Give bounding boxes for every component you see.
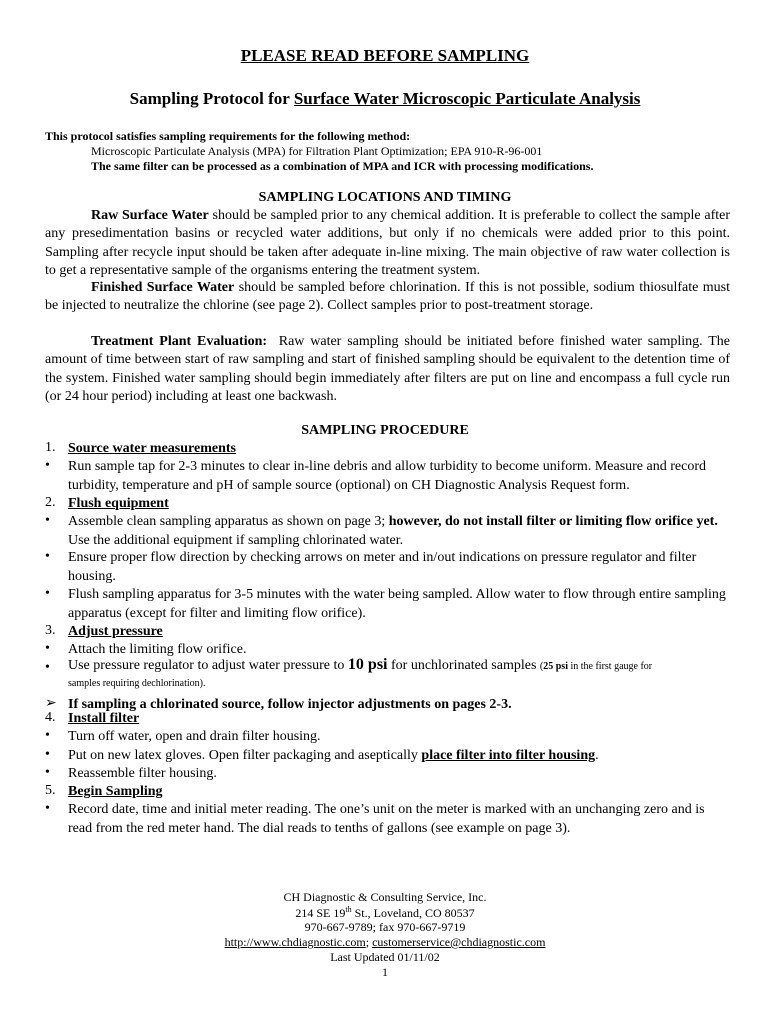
step-4-title: Install filter [68, 711, 140, 726]
finished-water-text: should be sampled before chlorination. If this is not possible, sodium thiosulfate must be injected to neutralize the chlorine (see page 2). Collect samples prior to post-treatment storage. [45, 280, 731, 314]
step-2-bullet-1-text: Assemble clean sampling apparatus as shown on page 3; [68, 514, 386, 529]
bullet-icon: • [45, 586, 50, 601]
bullet-icon: • [45, 549, 50, 564]
step-5-title: Begin Sampling [68, 784, 163, 799]
bullet-icon: • [45, 458, 50, 473]
step-4-number: 4. [45, 710, 56, 725]
dechlorination-note: in the first gauge for [570, 661, 653, 672]
raw-water-text: should be sampled prior to any chemical addition. It is preferable to collect the sample after any presedimentation basins or recycled water additions, but only if no chemicals were added prior to this point. Sampling after recycle input should be taken after adequate in-line mixing. The main objective of raw water collection is to get a representative sample of the organisms entering the treatment system. [45, 208, 731, 278]
step-4-bullet-2-text: Put on new latex gloves. Open filter packaging and aseptically [68, 748, 418, 763]
plant-evaluation-text: Raw water sampling should be initiated before finished water sampling. The amount of time between start of raw sampling and start of finished sampling should be equivalent to the detention time of the system. Finished water sampling should begin immediately after filters are put on line and encompass a full cycle run (or 24 hour period) including at least one backwash. [45, 334, 730, 404]
step-3-number: 3. [45, 623, 56, 638]
intro-line-3: The same filter can be processed as a combination of MPA and ICR with processing modifications. [91, 159, 594, 173]
step-2-title: Flush equipment [68, 496, 169, 511]
footer-company: CH Diagnostic & Consulting Service, Inc. [283, 890, 487, 904]
raw-water-paragraph [45, 207, 730, 280]
step-2-bullet-3: Flush sampling apparatus for 3-5 minutes with the water being sampled. Allow water to flow through entire sampling apparatus (except for filter and limiting flow orifice). [68, 587, 726, 621]
intro-line-1: This protocol satisfies sampling requirements for the following method: [45, 129, 411, 143]
locations-heading: SAMPLING LOCATIONS AND TIMING [258, 190, 512, 205]
footer-address-suffix: th [345, 905, 352, 914]
step-2-bullet-1 [68, 513, 730, 550]
step-3-bullet-2-text: Use pressure regulator to adjust water pressure to [68, 658, 345, 673]
plant-evaluation-paragraph [45, 333, 730, 406]
dechlorination-note-line-2: samples requiring dechlorination). [68, 678, 206, 689]
footer-separator: ; [365, 935, 373, 949]
page-number: 1 [382, 965, 388, 979]
finished-water-label: Finished Surface Water [91, 280, 235, 295]
arrow-bullet-icon: ➢ [45, 696, 57, 711]
step-2-bullet-1-warning: however, do not install filter or limiting flow orifice yet. [388, 514, 718, 529]
footer-contact-links [0, 935, 770, 950]
step-3-bullet-2-suffix: for unchlorinated samples [391, 658, 537, 673]
step-4-bullet-1: Turn off water, open and drain filter housing. [68, 729, 321, 744]
email-link[interactable]: customerservice@chdiagnostic.com [372, 935, 546, 949]
raw-water-label: Raw Surface Water [91, 208, 209, 223]
bullet-icon: • [45, 641, 50, 656]
finished-water-paragraph [45, 279, 730, 316]
footer-address [0, 905, 770, 921]
step-4-bullet-2 [68, 747, 730, 766]
footer-last-updated: Last Updated 01/11/02 [330, 950, 440, 964]
bullet-icon: • [45, 747, 50, 762]
website-link[interactable]: http://www.chdiagnostic.com [224, 935, 366, 949]
step-5-bullet-1: Record date, time and initial meter reading. The one’s unit on the meter is marked with an unchanging zero and is read from the red meter hand. The dial reads to tenths of gallons (see example on page 3). [68, 802, 705, 836]
bullet-icon: • [45, 801, 50, 816]
dechlorination-pressure-value: 25 psi [543, 661, 568, 672]
bullet-icon: • [45, 660, 50, 675]
step-3-chlorinated-note: If sampling a chlorinated source, follow injector adjustments on pages 2-3. [68, 697, 512, 712]
step-4-bullet-3: Reassemble filter housing. [68, 766, 217, 781]
step-1-number: 1. [45, 440, 56, 455]
step-2-number: 2. [45, 495, 56, 510]
footer-address-city: St., Loveland, CO 80537 [351, 906, 475, 920]
bullet-icon: • [45, 513, 50, 528]
subtitle-prefix: Sampling Protocol for [129, 89, 290, 108]
step-2-bullet-1-note: Use the additional equipment if sampling chlorinated water. [68, 532, 404, 548]
step-1-title: Source water measurements [68, 441, 236, 456]
paren-open: ( [539, 661, 544, 672]
footer-phone: 970-667-9789; fax 970-667-9719 [304, 920, 466, 934]
step-5-number: 5. [45, 783, 56, 798]
step-4-bullet-2-emphasis: place filter into filter housing [421, 748, 596, 763]
step-3-pressure-value: 10 psi [347, 656, 388, 673]
step-2-bullet-2: Ensure proper flow direction by checking arrows on meter and in/out indications on pressure regulator and filter housing. [68, 550, 697, 584]
page-subtitle [0, 89, 770, 109]
step-3-title: Adjust pressure [68, 624, 163, 639]
step-4-bullet-2-period: . [595, 748, 599, 763]
step-3-bullet-1: Attach the limiting flow orifice. [68, 642, 247, 657]
subtitle-main: Surface Water Microscopic Particulate Analysis [293, 89, 641, 108]
plant-evaluation-label: Treatment Plant Evaluation: [91, 334, 268, 349]
footer-address-street: 214 SE 19 [295, 906, 346, 920]
bullet-icon: • [45, 728, 50, 743]
step-1-bullet-1: Run sample tap for 2-3 minutes to clear in-line debris and allow turbidity to become uniform. Measure and record turbidity, temperature and pH of sample source (optional) on CH Diagnostic Analysis Request form. [68, 459, 706, 493]
intro-line-2: Microscopic Particulate Analysis (MPA) for Filtration Plant Optimization; EPA 910-R-96-001 [91, 144, 543, 158]
procedure-heading: SAMPLING PROCEDURE [301, 423, 469, 438]
bullet-icon: • [45, 765, 50, 780]
step-3-bullet-2 [68, 657, 730, 692]
page-title: PLEASE READ BEFORE SAMPLING [240, 46, 530, 65]
